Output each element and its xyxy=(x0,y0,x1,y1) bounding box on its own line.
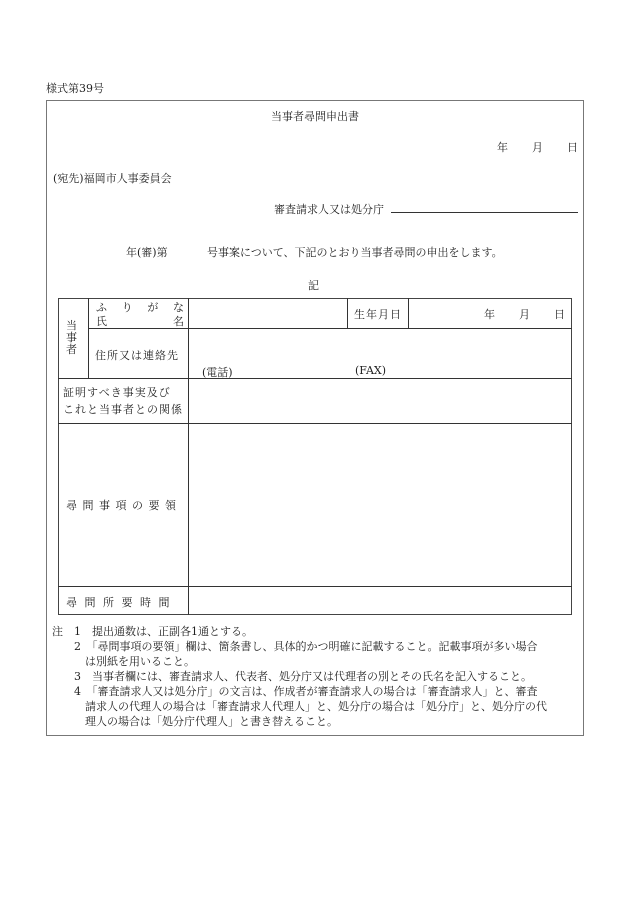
note-4-cont: 請求人の代理人の場合は「審査請求人代理人」と、処分庁の場合は「処分庁」と、処分庁の代 xyxy=(52,700,547,713)
note-1: 注 1 提出通数は、正副各1通とする。 xyxy=(52,625,253,638)
fact-label-2: これと当事者との関係 xyxy=(63,403,183,416)
birth-year: 年 xyxy=(484,308,495,321)
name-char: 氏 xyxy=(96,315,107,328)
form-title: 当事者尋問申出書 xyxy=(271,110,359,123)
note-2: 2 「尋問事項の要領」欄は、箇条書し、具体的かつ明確に記載すること。記載事項が多い場合 xyxy=(52,640,538,653)
address-label: 住所又は連絡先 xyxy=(95,349,179,362)
statement-prefix: 年(審)第 xyxy=(126,246,168,259)
fact-field[interactable] xyxy=(189,379,571,423)
addressee: (宛先)福岡市人事委員会 xyxy=(53,172,172,185)
birth-month: 月 xyxy=(519,308,530,321)
furigana-char: ふ xyxy=(96,301,107,314)
birthdate-label: 生年月日 xyxy=(354,308,402,321)
date-month: 月 xyxy=(532,141,543,154)
date-day: 日 xyxy=(567,141,578,154)
form-number: 様式第39号 xyxy=(46,82,104,95)
applicant-label: 審査請求人又は処分庁 xyxy=(274,203,384,216)
name-label xyxy=(96,313,184,329)
name-field[interactable] xyxy=(189,299,347,328)
furigana-char: り xyxy=(121,301,133,314)
phone-label: (電話) xyxy=(202,366,233,379)
name-char: 名 xyxy=(173,315,184,328)
statement-text: 号事案について、下記のとおり当事者尋問の申出をします。 xyxy=(207,246,503,259)
note-2-cont: は別紙を用いること。 xyxy=(52,655,195,668)
furigana-char: が xyxy=(147,301,159,314)
ki-heading: 記 xyxy=(308,279,319,292)
note-4-cont2: 理人の場合は「処分庁代理人」と書き替えること。 xyxy=(52,715,338,728)
matters-label: 尋 問 事 項 の 要 領 xyxy=(66,499,177,512)
matters-field[interactable] xyxy=(189,424,571,586)
furigana-char: な xyxy=(172,301,184,314)
note-3: 3 当事者欄には、審査請求人、代表者、処分庁又は代理者の別とその氏名を記入すること。 xyxy=(52,670,532,683)
date-year: 年 xyxy=(497,141,508,154)
fact-label-1: 証明すべき事実及び xyxy=(63,386,171,399)
applicant-name-field[interactable] xyxy=(391,212,578,213)
birth-day: 日 xyxy=(554,308,565,321)
note-4: 4 「審査請求人又は処分庁」の文言は、作成者が審査請求人の場合は「審査請求人」と、審査 xyxy=(52,685,538,698)
time-label: 尋 問 所 要 時 間 xyxy=(66,596,172,609)
party-label: 当事者 xyxy=(66,319,77,356)
fax-label: (FAX) xyxy=(355,364,387,377)
time-field[interactable] xyxy=(189,587,571,614)
